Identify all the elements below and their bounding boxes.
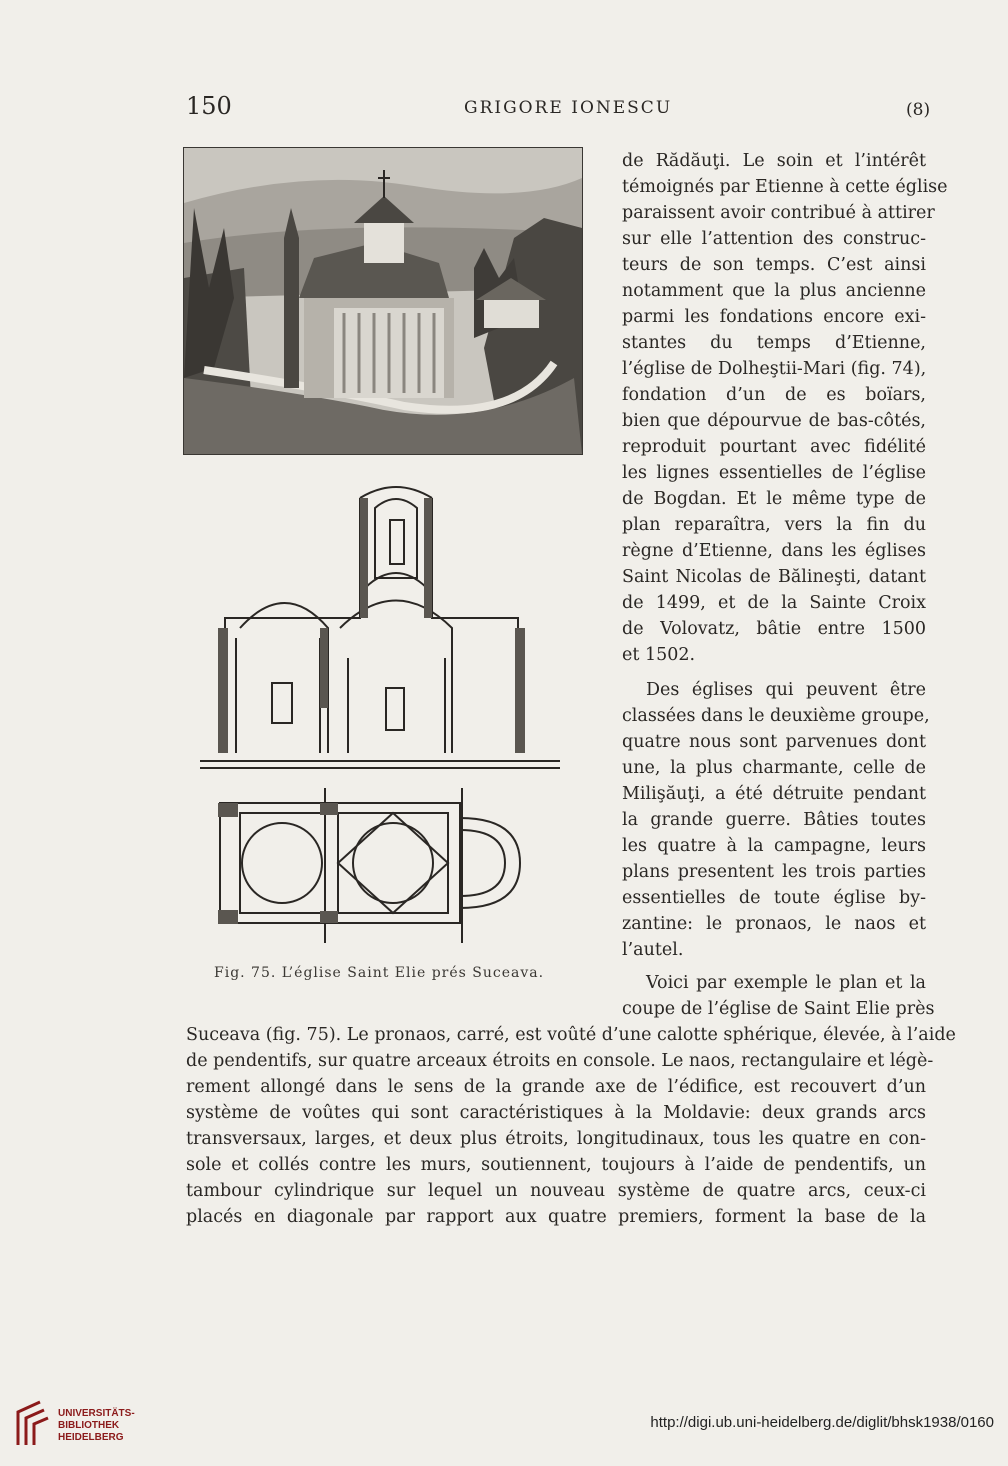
text-line: stantes du temps d’Etienne, xyxy=(622,333,926,353)
text-line: Suceava (fig. 75). Le pronaos, carré, est voûté d’une calotte sphérique, élevée, à l’aide xyxy=(186,1025,956,1045)
text-line: tambour cylindrique sur lequel un nouveau système de quatre arcs, ceux-ci xyxy=(186,1181,926,1201)
church-photograph xyxy=(183,147,583,455)
running-title: GRIGORE IONESCU xyxy=(464,98,673,118)
text-line: l’autel. xyxy=(622,940,684,960)
text-line: règne d’Etienne, dans les églises xyxy=(622,541,926,561)
text-line: de Rădăuţi. Le soin et l’intérêt xyxy=(622,151,926,171)
text-line: Milişăuţi, a été détruite pendant xyxy=(622,784,926,804)
text-line: paraissent avoir contribué à attirer xyxy=(622,203,935,223)
text-line: placés en diagonale par rapport aux quatre premiers, forment la base de la xyxy=(186,1207,926,1227)
church-plan-and-section xyxy=(200,478,570,953)
text-line: système de voûtes qui sont caractéristiques à la Moldavie: deux grands arcs xyxy=(186,1103,926,1123)
text-line: essentielles de toute église by- xyxy=(622,888,926,908)
text-line: témoignés par Etienne à cette église xyxy=(622,177,948,197)
text-line: la grande guerre. Bâties toutes xyxy=(622,810,926,830)
source-url-link[interactable]: http://digi.ub.uni-heidelberg.de/diglit/bhsk1938/0160 xyxy=(650,1414,994,1431)
university-library-logo-icon xyxy=(10,1400,50,1450)
page-number: 150 xyxy=(186,92,232,120)
text-line: reproduit pourtant avec fidélité xyxy=(622,437,926,457)
library-name-line: UNIVERSITÄTS- xyxy=(58,1408,135,1419)
text-line: de 1499, et de la Sainte Croix xyxy=(622,593,926,613)
text-line: de Volovatz, bâtie entre 1500 xyxy=(622,619,926,639)
library-name xyxy=(58,1408,135,1444)
text-line: Saint Nicolas de Bălineşti, datant xyxy=(622,567,926,587)
library-name-line: HEIDELBERG xyxy=(58,1432,124,1443)
text-line: et 1502. xyxy=(622,645,696,665)
text-line: parmi les fondations encore exi- xyxy=(622,307,926,327)
text-line: les quatre à la campagne, leurs xyxy=(622,836,926,856)
library-name-line: BIBLIOTHEK xyxy=(58,1420,120,1431)
text-line: bien que dépourvue de bas-côtés, xyxy=(622,411,926,431)
text-line: Des églises qui peuvent être xyxy=(646,680,926,700)
footer-bar xyxy=(0,1400,1008,1466)
text-line: transversaux, larges, et deux plus étroits, longitudinaux, tous les quatre en con- xyxy=(186,1129,926,1149)
text-line: Voici par exemple le plan et la xyxy=(646,973,926,993)
section-number: (8) xyxy=(906,100,931,120)
text-line: les lignes essentielles de l’église xyxy=(622,463,926,483)
figure-caption: Fig. 75. L’église Saint Elie prés Suceava. xyxy=(214,965,545,981)
text-line: sur elle l’attention des construc- xyxy=(622,229,926,249)
text-line: une, la plus charmante, celle de xyxy=(622,758,926,778)
text-line: coupe de l’église de Saint Elie près xyxy=(622,999,935,1019)
text-line: fondation d’un de es boïars, xyxy=(622,385,926,405)
text-line: classées dans le deuxième groupe, xyxy=(622,706,930,726)
text-line: teurs de son temps. C’est ainsi xyxy=(622,255,926,275)
text-line: plan reparaîtra, vers la fin du xyxy=(622,515,926,535)
text-line: notamment que la plus ancienne xyxy=(622,281,926,301)
text-line: zantine: le pronaos, le naos et xyxy=(622,914,926,934)
text-line: plans presentent les trois parties xyxy=(622,862,926,882)
text-line: de pendentifs, sur quatre arceaux étroits en console. Le naos, rectangulaire et légè- xyxy=(186,1051,934,1071)
text-line: rement allongé dans le sens de la grande axe de l’édifice, est recouvert d’un xyxy=(186,1077,926,1097)
text-line: l’église de Dolheştii-Mari (fig. 74), xyxy=(622,359,927,379)
text-line: sole et collés contre les murs, soutiennent, toujours à l’aide de pendentifs, un xyxy=(186,1155,926,1175)
text-line: de Bogdan. Et le même type de xyxy=(622,489,926,509)
text-line: quatre nous sont parvenues dont xyxy=(622,732,926,752)
